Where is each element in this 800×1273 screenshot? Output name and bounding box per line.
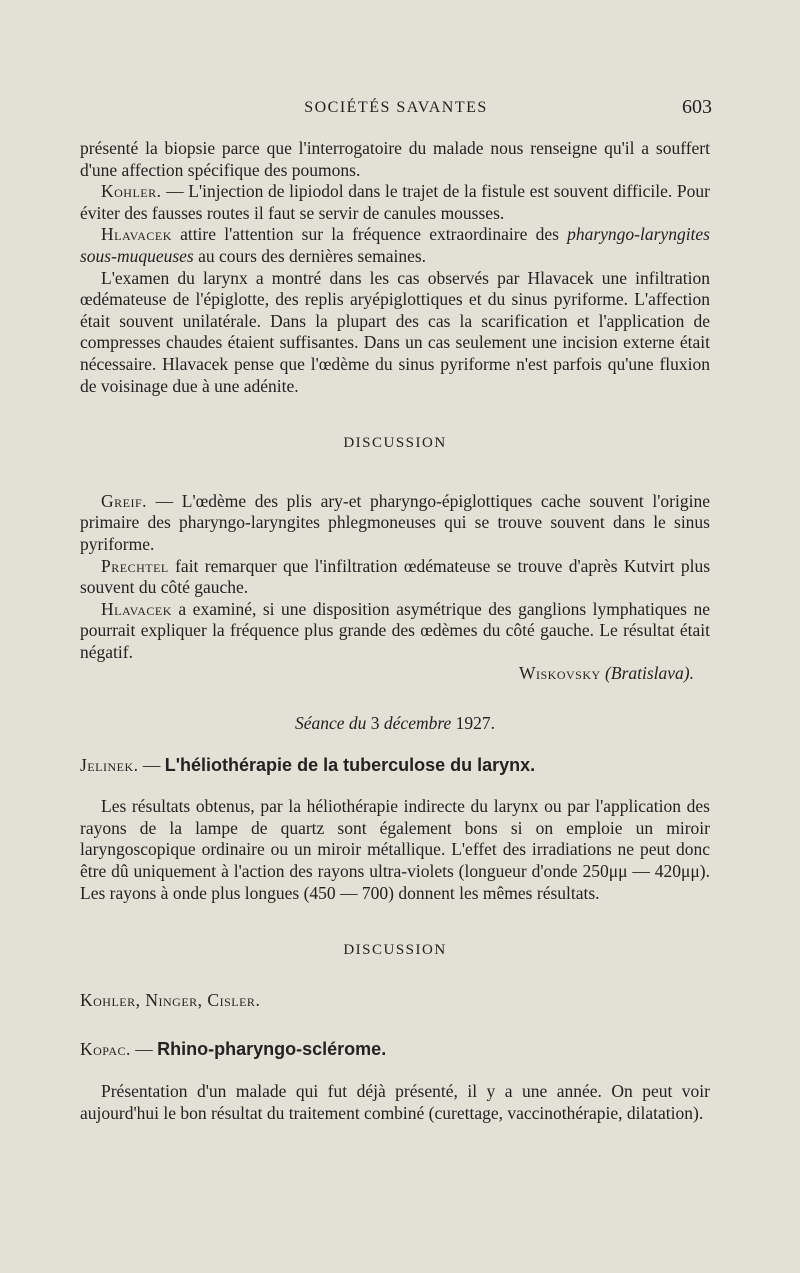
page-header — [80, 96, 712, 126]
discussion-names: Kohler, Ninger, Cisler. — [80, 989, 261, 1010]
seance-month: décembre — [383, 713, 452, 734]
paragraph-text: fait remarquer que l'infiltration œdémateuse se trouve d'après Kutvirt plus souvent du côté gauche. — [80, 555, 710, 598]
page-body — [80, 138, 710, 1124]
author-name: Hlavacek — [101, 224, 172, 245]
dash: — — [130, 1039, 158, 1060]
article-heading — [80, 755, 710, 777]
signature-name: Wiskovsky — [518, 663, 601, 684]
paragraph-text: — L'œdème des plis ary-et pharyngo-épiglottiques cache souvent l'origine primaire des pharyngo-laryngites phlegmoneuses qui se trouve souvent dans le sinus pyriforme. — [80, 490, 710, 554]
seance-prefix: Séance du — [294, 713, 367, 734]
emphasis: pharyngo-laryngites sous-muqueuses — [80, 224, 710, 266]
seance-year: 1927. — [455, 713, 496, 734]
paragraph — [80, 556, 710, 599]
paragraph-text: — L'injection de lipiodol dans le trajet de la fistule est souvent difficile. Pour éviter des fausses routes il faut se servir de canules mousses. — [80, 181, 710, 223]
author-name: Jelinek. — [80, 754, 139, 775]
paragraph — [80, 181, 710, 224]
author-name: Kopac. — [80, 1039, 131, 1060]
section-heading: DISCUSSION — [343, 435, 447, 452]
article-title: L'héliothérapie de la tuberculose du larynx. — [164, 754, 536, 775]
paragraph — [80, 491, 710, 556]
author-name: Greif. — [101, 490, 148, 511]
dash: — — [138, 754, 165, 775]
paragraph — [80, 599, 710, 664]
author-name: Hlavacek — [101, 598, 172, 619]
running-title: SOCIÉTÉS SAVANTES — [304, 99, 488, 116]
paragraph: Présentation d'un malade qui fut déjà présenté, il y a une année. On peut voir aujourd'hui le bon résultat du traitement combiné (curettage, vaccinothérapie, dilatation). — [80, 1081, 710, 1123]
seance-day: 3 — [370, 713, 380, 734]
seance-date — [80, 713, 710, 735]
paragraph: présenté la biopsie parce que l'interrogatoire du malade nous renseigne qu'il a souffert d'une affection spécifique des poumons. — [80, 138, 710, 180]
page-number: 603 — [682, 96, 712, 118]
paragraph — [80, 224, 710, 267]
paragraph-text: au cours des dernières semaines. — [193, 245, 427, 266]
article-title: Rhino-pharyngo-sclérome. — [157, 1039, 387, 1060]
paragraph-text: a examiné, si une disposition asymétrique des ganglions lymphatiques ne pourrait expliquer la fréquence plus grande des œdèmes du côté gauche. Le résultat était négatif. — [80, 598, 710, 662]
paragraph-text: attire l'attention sur la fréquence extraordinaire des — [171, 224, 568, 245]
signature-place: (Bratislava). — [605, 663, 694, 684]
paragraph: L'examen du larynx a montré dans les cas observés par Hlavacek une infiltration œdémateuse de l'épiglotte, des replis aryépiglottiques et du sinus pyriforme. L'affection était souvent unilatérale. Dans la plupart des cas la scarification et l'application de compresses chaudes étaient suffisantes. Dans un cas seulement une incision externe était nécessaire. Hlavacek pense que l'œdème du sinus pyriforme n'est parfois qu'une fluxion de voisinage due à une adénite. — [80, 267, 710, 396]
author-name: Kohler. — [101, 181, 162, 202]
article-heading — [80, 1039, 710, 1061]
signature — [80, 663, 710, 685]
paragraph: Les résultats obtenus, par la héliothérapie indirecte du larynx ou par l'application des rayons de la lampe de quartz sont également bons si on emploie un miroir laryngoscopique ordinaire ou un miroir métallique. L'effet des irradiations ne peut donc être dû uniquement à l'action des rayons ultra-violets (longueur d'onde 250μμ — 420μμ). Les rayons à onde plus longues (450 — 700) donnent les mêmes résultats. — [80, 796, 710, 903]
section-heading: DISCUSSION — [343, 942, 447, 959]
author-name: Prechtel — [101, 555, 169, 576]
